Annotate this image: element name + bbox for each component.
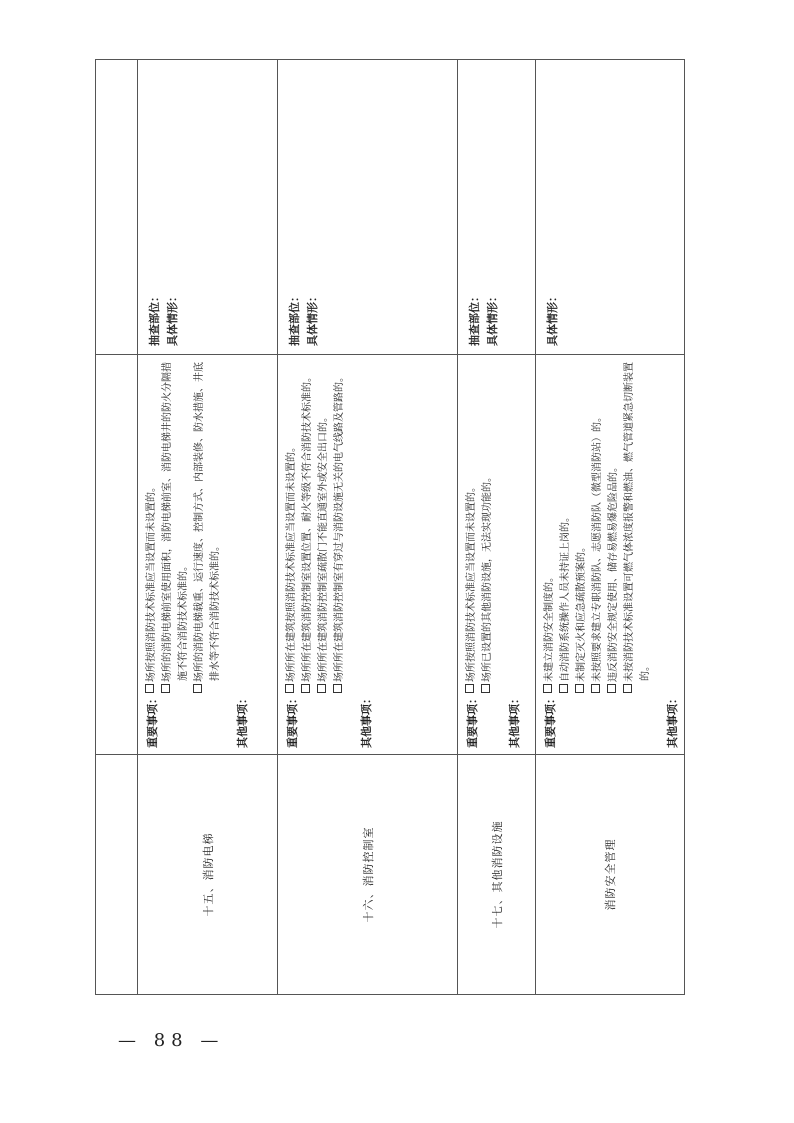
category-cell: 十五、消防电梯 (138, 755, 278, 995)
category-cell: 十六、消防控制室 (278, 755, 458, 995)
list-item: 未按照要求建立专职消防队、志愿消防队（微型消防站）的。 (590, 361, 606, 693)
important-label: 重要事项： (544, 693, 557, 748)
items-cell (536, 355, 685, 755)
item-list (542, 361, 654, 693)
category-cell: 消防安全管理 (536, 755, 685, 995)
inspection-cell (458, 60, 536, 355)
list-item: 违反消防安全规定使用、储存易燃易爆危险品的。 (606, 361, 622, 693)
item-list (464, 472, 496, 693)
checkbox-icon (145, 684, 154, 693)
inspection-table (95, 59, 685, 995)
empty-cell (96, 355, 138, 755)
rotated-page (95, 60, 679, 1025)
inspection-cell (138, 60, 278, 355)
important-label: 重要事项： (286, 693, 299, 748)
detail-label: 具体情形： (546, 291, 559, 346)
list-item: 场所所在建筑消防控制室有穿过与消防设施无关的电气线路及管路的。 (332, 372, 348, 693)
checkbox-icon (285, 684, 294, 693)
list-item: 场所的消防电梯前室使用面积，消防电梯前室、消防电梯井的防火分隔措施不符合消防技术标准的。 (160, 361, 192, 693)
checkbox-icon (465, 684, 474, 693)
list-item: 未建立消防安全制度的。 (542, 361, 558, 693)
items-cell (458, 355, 536, 755)
checkbox-icon (559, 684, 568, 693)
checkbox-icon (193, 684, 202, 693)
item-list (144, 361, 224, 693)
checkbox-icon (543, 684, 552, 693)
inspection-cell (536, 60, 685, 355)
checkbox-icon (607, 684, 616, 693)
other-label: 其他事项： (666, 693, 679, 748)
list-item: 自动消防系统操作人员未持证上岗的。 (558, 361, 574, 693)
detail-label: 具体情形： (306, 291, 319, 346)
checkbox-icon (623, 684, 632, 693)
other-label: 其他事项： (236, 693, 249, 748)
list-item: 场所已设置的其他消防设施，无法实现功能的。 (480, 472, 496, 693)
other-label: 其他事项： (360, 693, 373, 748)
list-item: 场所的消防电梯载重、运行速度、控制方式、内部装修、防水措施、井底排水等不符合消防技术标准的。 (192, 361, 224, 693)
list-item: 未按消防技术标准设置可燃气体浓度报警和燃油、燃气管道紧急切断装置的。 (622, 361, 654, 693)
detail-label: 具体情形： (166, 291, 179, 346)
items-cell (278, 355, 458, 755)
list-item: 场所所在建筑消防控制室疏散门不能直通室外或安全出口的。 (316, 372, 332, 693)
page-number: — 88 — (118, 1030, 225, 1051)
category-cell: 十七、其他消防设施 (458, 755, 536, 995)
checkbox-icon (591, 684, 600, 693)
list-item: 场所所在建筑按照消防技术标准应当设置而未设置的。 (284, 372, 300, 693)
checkbox-icon (333, 684, 342, 693)
important-label: 重要事项： (146, 693, 159, 748)
checkbox-icon (161, 684, 170, 693)
checkbox-icon (301, 684, 310, 693)
list-item: 场所按照消防技术标准应当设置而未设置的。 (464, 472, 480, 693)
checkbox-icon (317, 684, 326, 693)
important-label: 重要事项： (466, 693, 479, 748)
check-location-label: 抽查部位： (468, 291, 481, 346)
table-row (458, 60, 536, 995)
empty-cell (96, 755, 138, 995)
item-list (284, 372, 348, 693)
other-label: 其他事项： (508, 693, 521, 748)
list-item: 场所所在建筑消防控制室设置位置、耐火等级不符合消防技术标准的。 (300, 372, 316, 693)
table-spacer-row (96, 60, 138, 995)
check-location-label: 抽查部位： (148, 291, 161, 346)
list-item: 未制定灭火和应急疏散预案的。 (574, 361, 590, 693)
check-location-label: 抽查部位： (288, 291, 301, 346)
checkbox-icon (575, 684, 584, 693)
table-row (536, 60, 685, 995)
inspection-cell (278, 60, 458, 355)
table-row (278, 60, 458, 995)
list-item: 场所按照消防技术标准应当设置而未设置的。 (144, 361, 160, 693)
items-cell (138, 355, 278, 755)
detail-label: 具体情形： (486, 291, 499, 346)
table-row (138, 60, 278, 995)
empty-cell (96, 60, 138, 355)
checkbox-icon (481, 684, 490, 693)
